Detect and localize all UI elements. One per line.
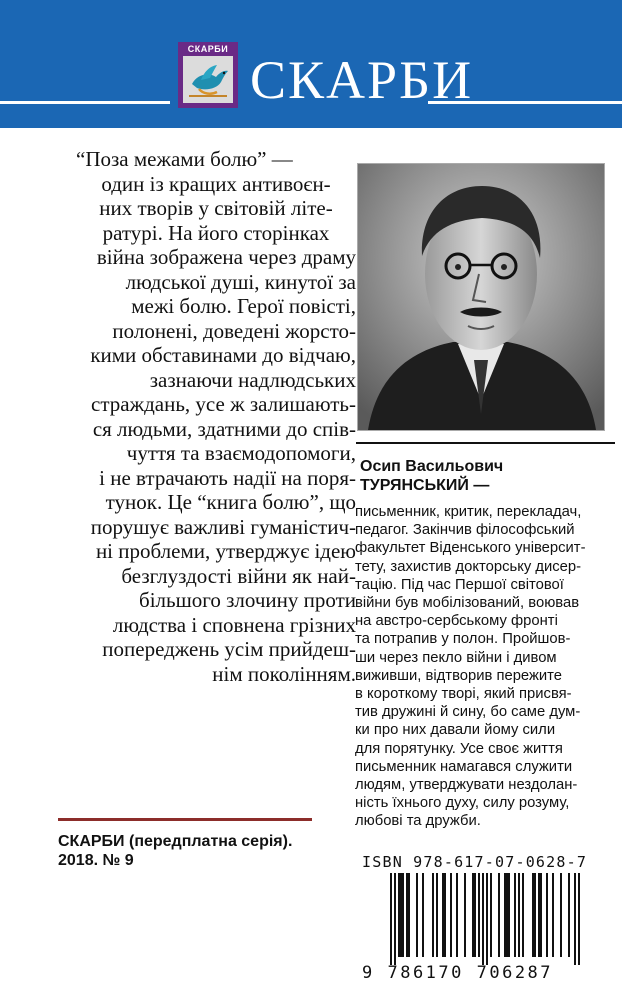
book-annotation: [76, 147, 356, 686]
barcode-bar: [482, 873, 484, 965]
barcode-digits: 9 786170 706287: [362, 963, 554, 983]
annotation-line: людства і сповнена грізних: [112, 612, 356, 637]
bird-emblem-icon: [183, 56, 233, 103]
barcode-bar: [456, 873, 458, 957]
annotation-line: “Поза межами болю” —: [76, 147, 293, 171]
barcode-bar: [394, 873, 396, 965]
series-line: СКАРБИ (передплатна серія).: [58, 833, 293, 850]
series-info: [58, 832, 292, 870]
barcode-bar: [464, 873, 466, 957]
annotation-line: безглуздості війни як най-: [121, 563, 356, 588]
annotation-line: більшого злочину проти: [139, 588, 356, 612]
barcode-bar: [422, 873, 424, 957]
series-title: СКАРБИ: [250, 50, 474, 110]
bio-line: тив дружині й сину, бо саме дум-: [355, 704, 581, 721]
annotation-line: ся людьми, здатними до спів-: [92, 416, 356, 441]
barcode-bar: [406, 873, 408, 957]
barcode-bar: [478, 873, 480, 957]
bio-line: письменник, критик, перекладач,: [355, 504, 582, 520]
barcode-bar: [432, 873, 434, 957]
bio-line: виживши, відтворив пережите: [355, 667, 562, 684]
annotation-line: чуття та взаємодопомоги,: [126, 441, 356, 465]
author-given-name: Осип Васильович: [360, 458, 504, 475]
bio-line: ки про них давали йому сили: [355, 722, 556, 739]
author-portrait: [357, 163, 605, 431]
isbn-barcode: [376, 873, 596, 970]
bio-line: на австро-сербському фронті: [355, 613, 558, 630]
annotation-line: полонені, доведені жорсто-: [112, 318, 356, 343]
bio-line: педагог. Закінчив філософський: [355, 522, 575, 539]
barcode-bar: [390, 873, 392, 965]
barcode-bar: [546, 873, 548, 957]
barcode-bar: [408, 873, 410, 957]
barcode-bar: [472, 873, 474, 957]
bio-line: ши через пекло війни і дивом: [355, 649, 557, 666]
barcode-bar: [534, 873, 536, 957]
barcode-bar: [568, 873, 570, 957]
annotation-line: ні проблеми, утверджує ідею: [95, 539, 356, 563]
author-biography: [355, 503, 617, 831]
barcode-bar: [508, 873, 510, 957]
barcode-bar: [444, 873, 446, 957]
annotation-line: межі болю. Герої повісті,: [131, 294, 356, 318]
author-surname: ТУРЯНСЬКИЙ —: [360, 477, 490, 494]
barcode-bar: [486, 873, 488, 965]
isbn-label: ISBN 978-617-07-0628-7: [362, 853, 588, 871]
bio-line: любові та дружби.: [355, 813, 481, 830]
annotation-line: попереджень усім прийдеш-: [102, 637, 356, 661]
series-divider: [58, 818, 312, 821]
barcode-bar: [474, 873, 476, 957]
bio-line: ність їхнього духу, силу розуму,: [355, 795, 570, 812]
annotation-line: страждань, усе ж залишають-: [91, 392, 356, 416]
barcode-bar: [552, 873, 554, 957]
header-rule-left: [0, 101, 170, 104]
barcode-bar: [490, 873, 492, 957]
logo-caption: СКАРБИ: [187, 44, 229, 54]
annotation-line: і не втрачають надії на поря-: [99, 465, 356, 490]
barcode-bar: [522, 873, 524, 957]
annotation-line: нім поколінням.: [212, 661, 356, 686]
annotation-line: один із кращих антивоєн-: [101, 171, 331, 196]
annotation-line: тунок. Це “книга болю”, що: [105, 490, 356, 514]
bio-line: тацію. Під час Першої світової: [355, 576, 564, 593]
series-issue: 2018. № 9: [58, 852, 134, 869]
annotation-line: порушує важливі гуманістич-: [90, 514, 356, 539]
annotation-line: ратурі. На його сторінках: [102, 220, 330, 245]
bio-line: війни був мобілізований, воював: [355, 595, 580, 612]
bio-line: людям, утверджувати нездолан-: [355, 777, 578, 794]
barcode-bar: [532, 873, 534, 957]
barcode-bar: [498, 873, 500, 957]
barcode-bar: [538, 873, 540, 957]
barcode-bar: [400, 873, 402, 957]
barcode-bar: [398, 873, 400, 957]
bio-line: письменник намагався служити: [355, 758, 573, 775]
barcode-bar: [402, 873, 404, 957]
header-band: [0, 0, 622, 128]
barcode-bar: [450, 873, 452, 957]
annotation-line: зазнаючи надлюдських: [149, 367, 356, 392]
barcode-bar: [514, 873, 516, 957]
barcode-bar: [436, 873, 438, 957]
barcode-bar: [504, 873, 506, 957]
annotation-line: них творів у світовій літе-: [99, 196, 333, 220]
bio-line: та потрапив у полон. Пройшов-: [355, 631, 571, 648]
barcode-bar: [578, 873, 580, 965]
barcode-bar: [442, 873, 444, 957]
series-logo: [178, 42, 238, 108]
barcode-bar: [540, 873, 542, 957]
annotation-line: війна зображена через драму: [96, 245, 356, 269]
barcode-bar: [518, 873, 520, 957]
annotation-line: людської душі, кинутої за: [125, 269, 356, 294]
author-name: [360, 457, 503, 495]
barcode-bar: [506, 873, 508, 957]
barcode-bar: [416, 873, 418, 957]
bio-line: в короткому творі, який присвя-: [355, 686, 572, 703]
bio-line: для порятунку. Усе своє життя: [355, 740, 563, 757]
author-divider: [356, 442, 615, 444]
annotation-line: кими обставинами до відчаю,: [90, 343, 356, 367]
barcode-bar: [574, 873, 576, 965]
bio-line: тету, захистив докторську дисер-: [355, 558, 582, 575]
bio-line: факультет Віденського університ-: [355, 540, 586, 557]
barcode-bar: [560, 873, 562, 957]
